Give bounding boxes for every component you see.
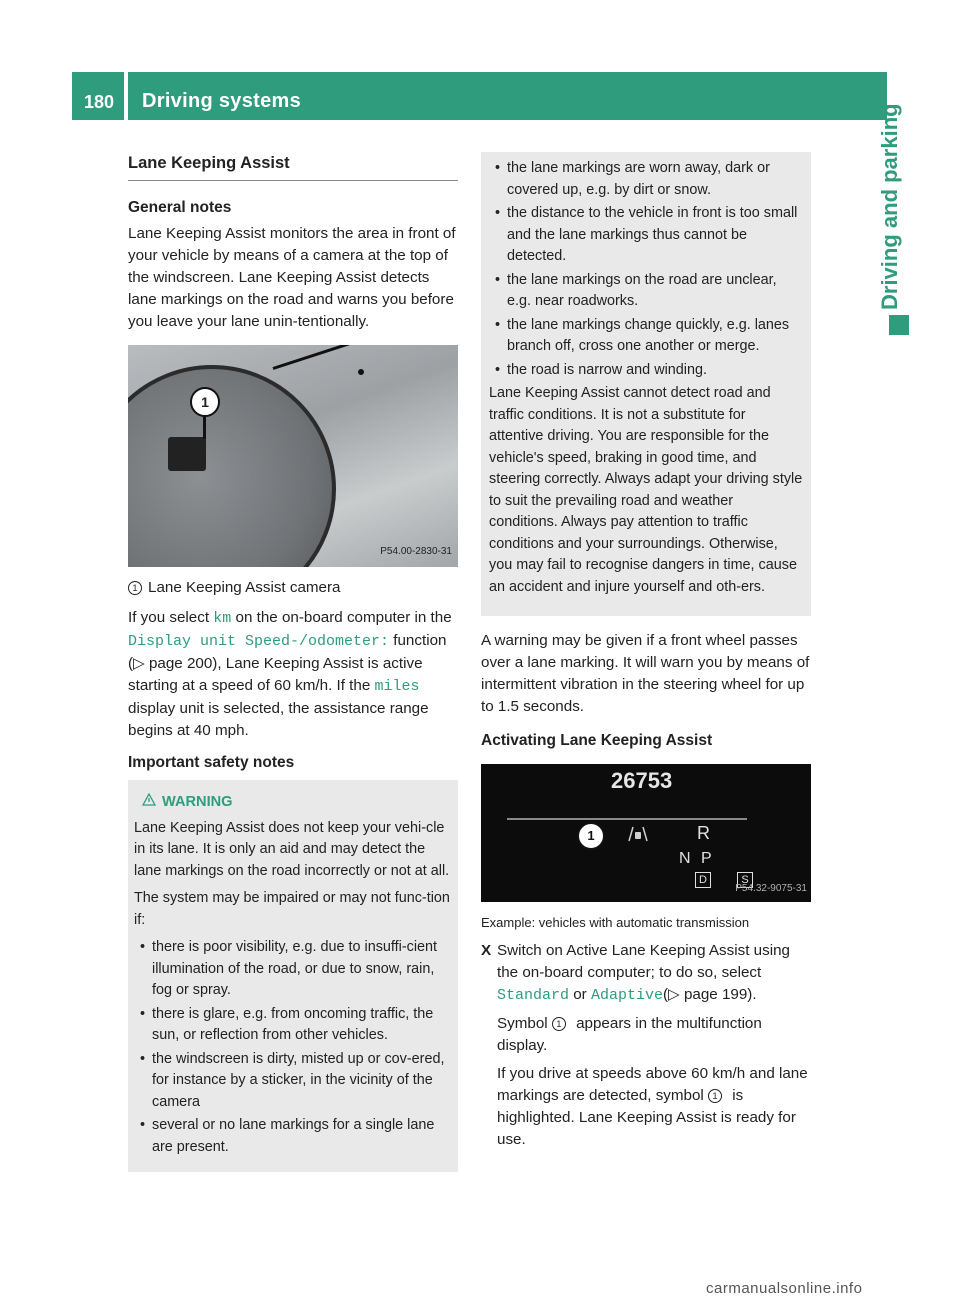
symbol-number: 1 — [708, 1089, 722, 1103]
warning-title-text: WARNING — [162, 794, 233, 810]
step-text-3 — [497, 1063, 811, 1151]
step-page-ref: (▷ page 199). — [662, 986, 757, 1003]
callout-1: 1 — [577, 822, 605, 850]
warning-title — [134, 792, 450, 814]
step-c1: If you drive at speeds above 60 km/h and lane markings are detected, symbol — [497, 1065, 808, 1104]
mode-s: S — [737, 872, 753, 888]
list-item: • there is glare, e.g. from oncoming traffic, the sun, or reflection from other vehicles. — [134, 1004, 450, 1047]
gear-np: N P — [679, 850, 715, 867]
camera-photo — [128, 345, 458, 567]
warning-text-2: The system may be impaired or may not func-tion if: — [134, 890, 450, 928]
camera-housing — [168, 437, 206, 471]
list-item: • the distance to the vehicle in front is too small and the lane markings thus cannot be detected. — [489, 203, 803, 268]
symbol-number: 1 — [552, 1017, 566, 1031]
warning-text-1: Lane Keeping Assist does not keep your vehi-cle in its lane. It is only an aid and may detect the lane markings on the road incorrectly or not at all. — [134, 819, 450, 879]
callout-1: 1 — [190, 387, 220, 417]
unit-paragraph — [128, 607, 458, 742]
unit-text-4: display unit is selected, the assistance range begins at 40 mph. — [128, 700, 429, 739]
unit-text-1: If you select — [128, 609, 214, 626]
right-column — [481, 152, 811, 1157]
step-b1: Symbol — [497, 1015, 552, 1032]
left-column — [128, 152, 458, 1172]
step-text-1 — [497, 940, 811, 1007]
gear-d: D — [695, 872, 711, 888]
instruction-step — [481, 940, 811, 1151]
list-item: • the windscreen is dirty, misted up or cov-ered, for instance by a sticker, in the vicinity of the camera — [134, 1049, 450, 1114]
caption-text: Lane Keeping Assist camera — [148, 579, 341, 596]
image-caption — [128, 577, 458, 599]
warning-box-text: Lane Keeping Assist cannot detect road and traffic conditions. It is not a substitute for attentive driving. You are responsible for the vehicle's speed, braking in good time, and steering correctly. Always adapt your driving style to suit the prevailing road and weather conditions. Always pay attention to traffic conditions and your surroundings. Otherwise, you may fail to recognise dangers in time, cause an accident and injure yourself and oth-ers. — [489, 385, 803, 595]
zoom-pointer-dot — [358, 369, 364, 375]
warning-box-continued — [481, 152, 811, 616]
warning-box — [128, 780, 458, 1172]
activating-title: Activating Lane Keeping Assist — [481, 732, 713, 749]
lane-assist-symbol-icon — [627, 826, 649, 848]
detail-zoom-circle — [128, 365, 336, 567]
zoom-pointer-line — [273, 345, 360, 370]
step-c2: is highlighted. Lane Keeping Assist is ready for use. — [497, 1087, 796, 1148]
warning-icon — [142, 792, 156, 814]
side-chapter-label: Driving and parking — [877, 103, 902, 310]
km-option: km — [213, 610, 232, 627]
list-item: • the lane markings on the road are unclear, e.g. near roadworks. — [489, 270, 803, 313]
safety-notes-title: Important safety notes — [128, 754, 295, 771]
step-marker: X — [481, 942, 492, 959]
gear-r: R — [697, 823, 710, 843]
image-code: P54.00-2830-31 — [380, 546, 452, 557]
display-unit-option: Display unit Speed-/odometer: — [128, 633, 390, 650]
miles-option: miles — [374, 678, 420, 695]
side-chapter-marker — [889, 315, 909, 335]
list-item: • the lane markings are worn away, dark or covered up, e.g. by dirt or snow. — [489, 158, 803, 201]
general-notes-title: General notes — [128, 199, 232, 216]
step-text-2 — [497, 1013, 811, 1057]
page-heading: Lane Keeping Assist — [128, 152, 458, 181]
odometer-reading: 26753 — [611, 768, 673, 793]
section-title: Driving systems — [142, 90, 302, 112]
list-item: • several or no lane markings for a single lane are present. — [134, 1115, 450, 1158]
warning-list-continued — [489, 158, 803, 381]
list-item: • there is poor visibility, e.g. due to insuffi-cient illumination of the road, or due to snow, rain, fog or spray. — [134, 937, 450, 1002]
list-item: • the lane markings change quickly, e.g. lanes branch off, cross one another or merge. — [489, 315, 803, 358]
adaptive-option: Adaptive — [590, 987, 663, 1004]
unit-text-3: function (▷ page 200), Lane Keeping Assist is active starting at a speed of 60 km/h. If the — [128, 632, 447, 694]
display-divider — [507, 818, 747, 820]
standard-option: Standard — [497, 987, 570, 1004]
warning-list — [134, 937, 450, 1158]
step-or: or — [569, 986, 591, 1003]
list-item: • the road is narrow and winding. — [489, 360, 803, 382]
image-code: P54.32-9075-31 — [735, 883, 807, 894]
vibration-paragraph: A warning may be given if a front wheel passes over a lane marking. It will warn you by means of intermittent vibration in the steering wheel for up to 1.5 seconds. — [481, 632, 810, 715]
example-caption: Example: vehicles with automatic transmission — [481, 915, 750, 930]
instrument-cluster-image — [481, 764, 811, 902]
caption-number: 1 — [128, 581, 142, 595]
unit-text-2: on the on-board computer in the — [231, 609, 452, 626]
watermark[interactable]: carmanualsonline.info — [706, 1280, 863, 1297]
step-b2: appears in the multifunction display. — [497, 1015, 762, 1054]
page-number: 180 — [84, 92, 115, 112]
general-notes-text: Lane Keeping Assist monitors the area in front of your vehicle by means of a camera at the top of the windscreen. Lane Keeping Assist detects lane markings on the road and warns you before you leave your lane unin-tentionally. — [128, 225, 456, 330]
step-a: Switch on Active Lane Keeping Assist using the on-board computer; to do so, select — [497, 942, 790, 981]
